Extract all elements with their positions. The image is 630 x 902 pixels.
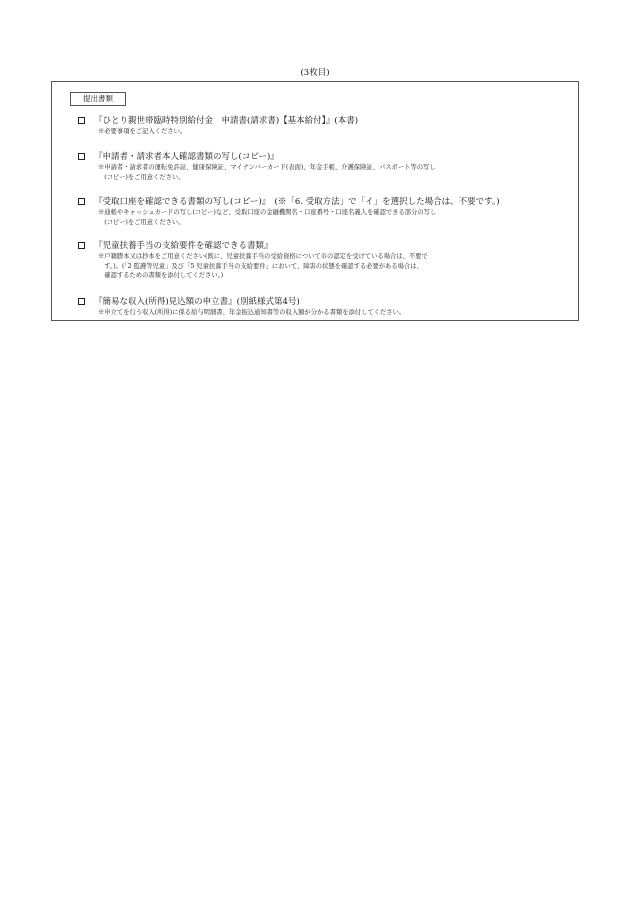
item-title: 『申請者・請求者本人確認書類の写し(コピー)』	[94, 152, 279, 162]
item-title: 『ひとり親世帯臨時特別給付金 申請書(請求書)【基本給付】』(本書)	[94, 116, 359, 126]
document-item-application-form	[78, 115, 558, 137]
item-title: 『受取口座を確認できる書類の写し(コピー)』 (※「6. 受取方法」で「イ」を選択した場合は、不要です。)	[94, 197, 500, 207]
item-note: ※通帳やキャッシュカードの写し(コピー)など、受取口座の金融機関名・口座番号・口座名義人を確認できる部分の写し (コピー)をご用意ください。	[98, 209, 437, 226]
document-item-identity-proof	[78, 151, 558, 182]
page-number: (3枚目)	[300, 68, 330, 78]
item-note: ※戸籍謄本又は抄本をご用意ください(既に、児童扶養手当の受給資格について市の認定を受けている場合は、不要で す。)。(「2 監護等児童」及び「5 児童扶養手当の支給要件」において、障害の状態を確認する必要がある場合は、 確認するための書類を添付してください。)	[98, 253, 428, 279]
checkbox[interactable]	[78, 198, 85, 205]
checkbox[interactable]	[78, 153, 85, 160]
item-title: 『簡易な収入(所得)見込額の申立書』(別紙様式第4号)	[94, 297, 300, 307]
item-note: ※申立てを行う収入(所得)に係る給与明細書、年金振込通知書等の収入額が分かる書類を添付してください。	[98, 309, 406, 316]
item-title: 『児童扶養手当の支給要件を確認できる書類』	[94, 241, 273, 251]
document-item-child-allowance	[78, 240, 558, 281]
section-label: 提出書類	[70, 92, 126, 106]
checkbox[interactable]	[78, 298, 85, 305]
item-note: ※必要事項をご記入ください。	[98, 128, 187, 135]
item-note: ※申請者・請求者の運転免許証、健康保険証、マイナンバーカード(表面)、年金手帳、介護保険証、パスポート等の写し (コピー)をご用意ください。	[98, 164, 436, 181]
document-item-income-statement	[78, 296, 558, 318]
checkbox[interactable]	[78, 117, 85, 124]
checkbox[interactable]	[78, 242, 85, 249]
submission-documents-box	[51, 81, 579, 321]
document-item-bank-account	[78, 196, 558, 227]
